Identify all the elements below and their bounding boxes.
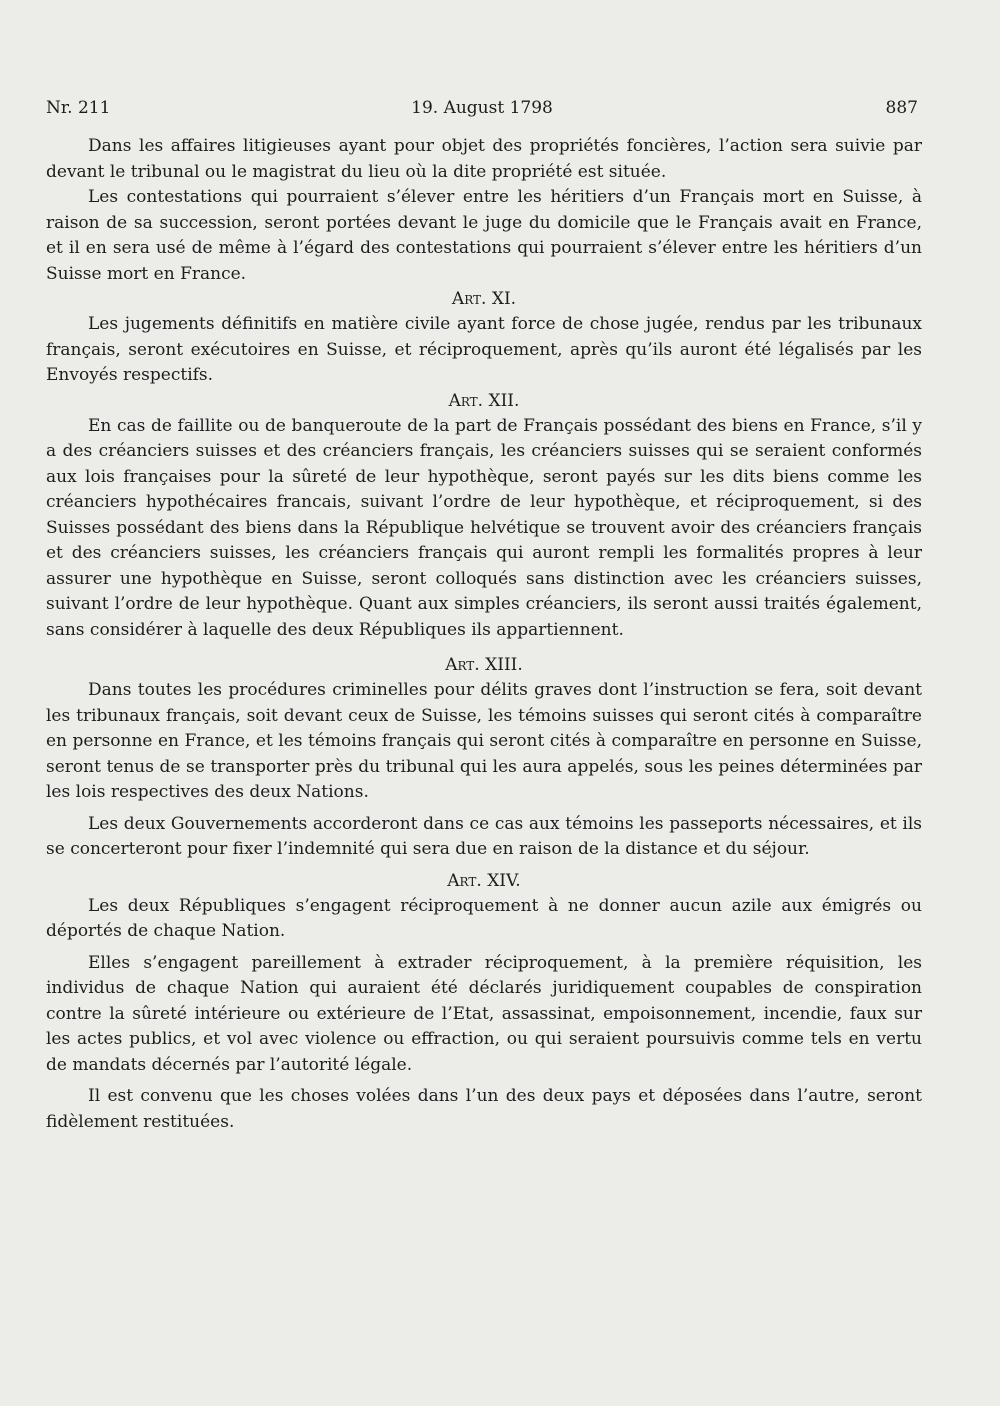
document-number: Nr. 211	[46, 98, 111, 118]
running-header	[46, 96, 918, 120]
paragraph-inheritance-disputes: Les contestations qui pourraient s’élever entre les héritiers d’un Français mort en Suisse, à raison de sa succession, seront portées devant le juge du domicile que le Français avait en France, et il en sera usé de même à l’égard des contestations qui pourraient s’élever entre les héritiers d’un Suisse mort en France.	[46, 187, 922, 284]
paragraph-land-disputes: Dans les affaires litigieuses ayant pour objet des propriétés foncières, l’action sera suivie par devant le tribunal ou le magistrat du lieu où la dite propriété est située.	[46, 136, 922, 182]
article-heading-xi	[46, 287, 922, 312]
paragraph-civil-judgments: Les jugements définitifs en matière civile ayant force de chose jugée, rendus par les tribunaux français, seront exécutoires en Suisse, et réciproquement, après qu’ils auront été légalisés par les Envoyés respectifs.	[46, 314, 922, 385]
paragraph-extradition: Elles s’engagent pareillement à extrader réciproquement, à la première réquisition, les individus de chaque Nation qui auraient été déclarés juridiquement coupables de conspiration contre la sûreté intérieure ou extérieure de l’Etat, assassinat, empoisonnement, incendie, faux sur les actes publics, et vol avec violence ou effraction, ou qui seraient poursuivis comme tels en vertu de mandats décernés par l’autorité légale.	[46, 952, 922, 1075]
paragraph-bankruptcy: En cas de faillite ou de banqueroute de la part de Français possédant des biens en France, s’il y a des créanciers suisses et des créanciers français, les créanciers suisses qui se seraient conformés aux lois françaises pour la sûreté de leur hypothèque, seront payés sur les dits biens comme les créanciers hypothécaires francais, suivant l’ordre de leur hypothèque, et réciproquement, si des Suisses possédant des biens dans la République helvétique se trouvent avoir des créanciers français et des créanciers suisses, les créanciers français qui auront rempli les formalités propres à leur assurer une hypothèque en Suisse, seront colloqués sans distinction avec les créanciers suisses, suivant l’ordre de leur hypothèque. Quant aux simples créanciers, ils seront aussi traités également, sans considérer à laquelle des deux Républiques ils appartiennent.	[46, 415, 922, 640]
article-numeral: XI.	[491, 289, 517, 309]
paragraph-asylum: Les deux Républiques s’engagent réciproquement à ne donner aucun azile aux émigrés ou déportés de chaque Nation.	[46, 895, 922, 941]
article-heading-xiii	[46, 653, 922, 678]
document-body	[46, 134, 922, 1135]
article-prefix: Art.	[451, 289, 487, 309]
paragraph-criminal-witnesses: Dans toutes les procédures criminelles pour délits graves dont l’instruction se fera, soit devant les tribunaux français, soit devant ceux de Suisse, les témoins suisses qui seront cités à comparaître en personne en France, et les témoins français qui seront cités à comparaître en personne en Suisse, seront tenus de se transporter près du tribunal qui les aura appelés, sous les peines déterminées par les lois respectives des deux Nations.	[46, 680, 922, 802]
article-heading-xiv	[46, 869, 922, 894]
article-heading-xii	[46, 389, 922, 414]
paragraph-passports: Les deux Gouvernements accorderont dans ce cas aux témoins les passeports nécessaires, et ils se concerteront pour fixer l’indemnité qui sera due en raison de la distance et du séjour.	[46, 813, 922, 859]
page-number: 887	[885, 98, 918, 118]
article-numeral: XIII.	[485, 655, 523, 675]
article-prefix: Art.	[445, 655, 480, 675]
article-prefix: Art.	[447, 870, 482, 891]
paragraph-stolen-goods: Il est convenu que les choses volées dans l’un des deux pays et déposées dans l’autre, seront fidèlement restituées.	[46, 1086, 922, 1132]
document-date: 19. August 1798	[411, 98, 553, 118]
article-numeral: XII.	[488, 390, 520, 411]
article-numeral: XIV.	[487, 870, 521, 891]
article-prefix: Art.	[448, 390, 484, 411]
